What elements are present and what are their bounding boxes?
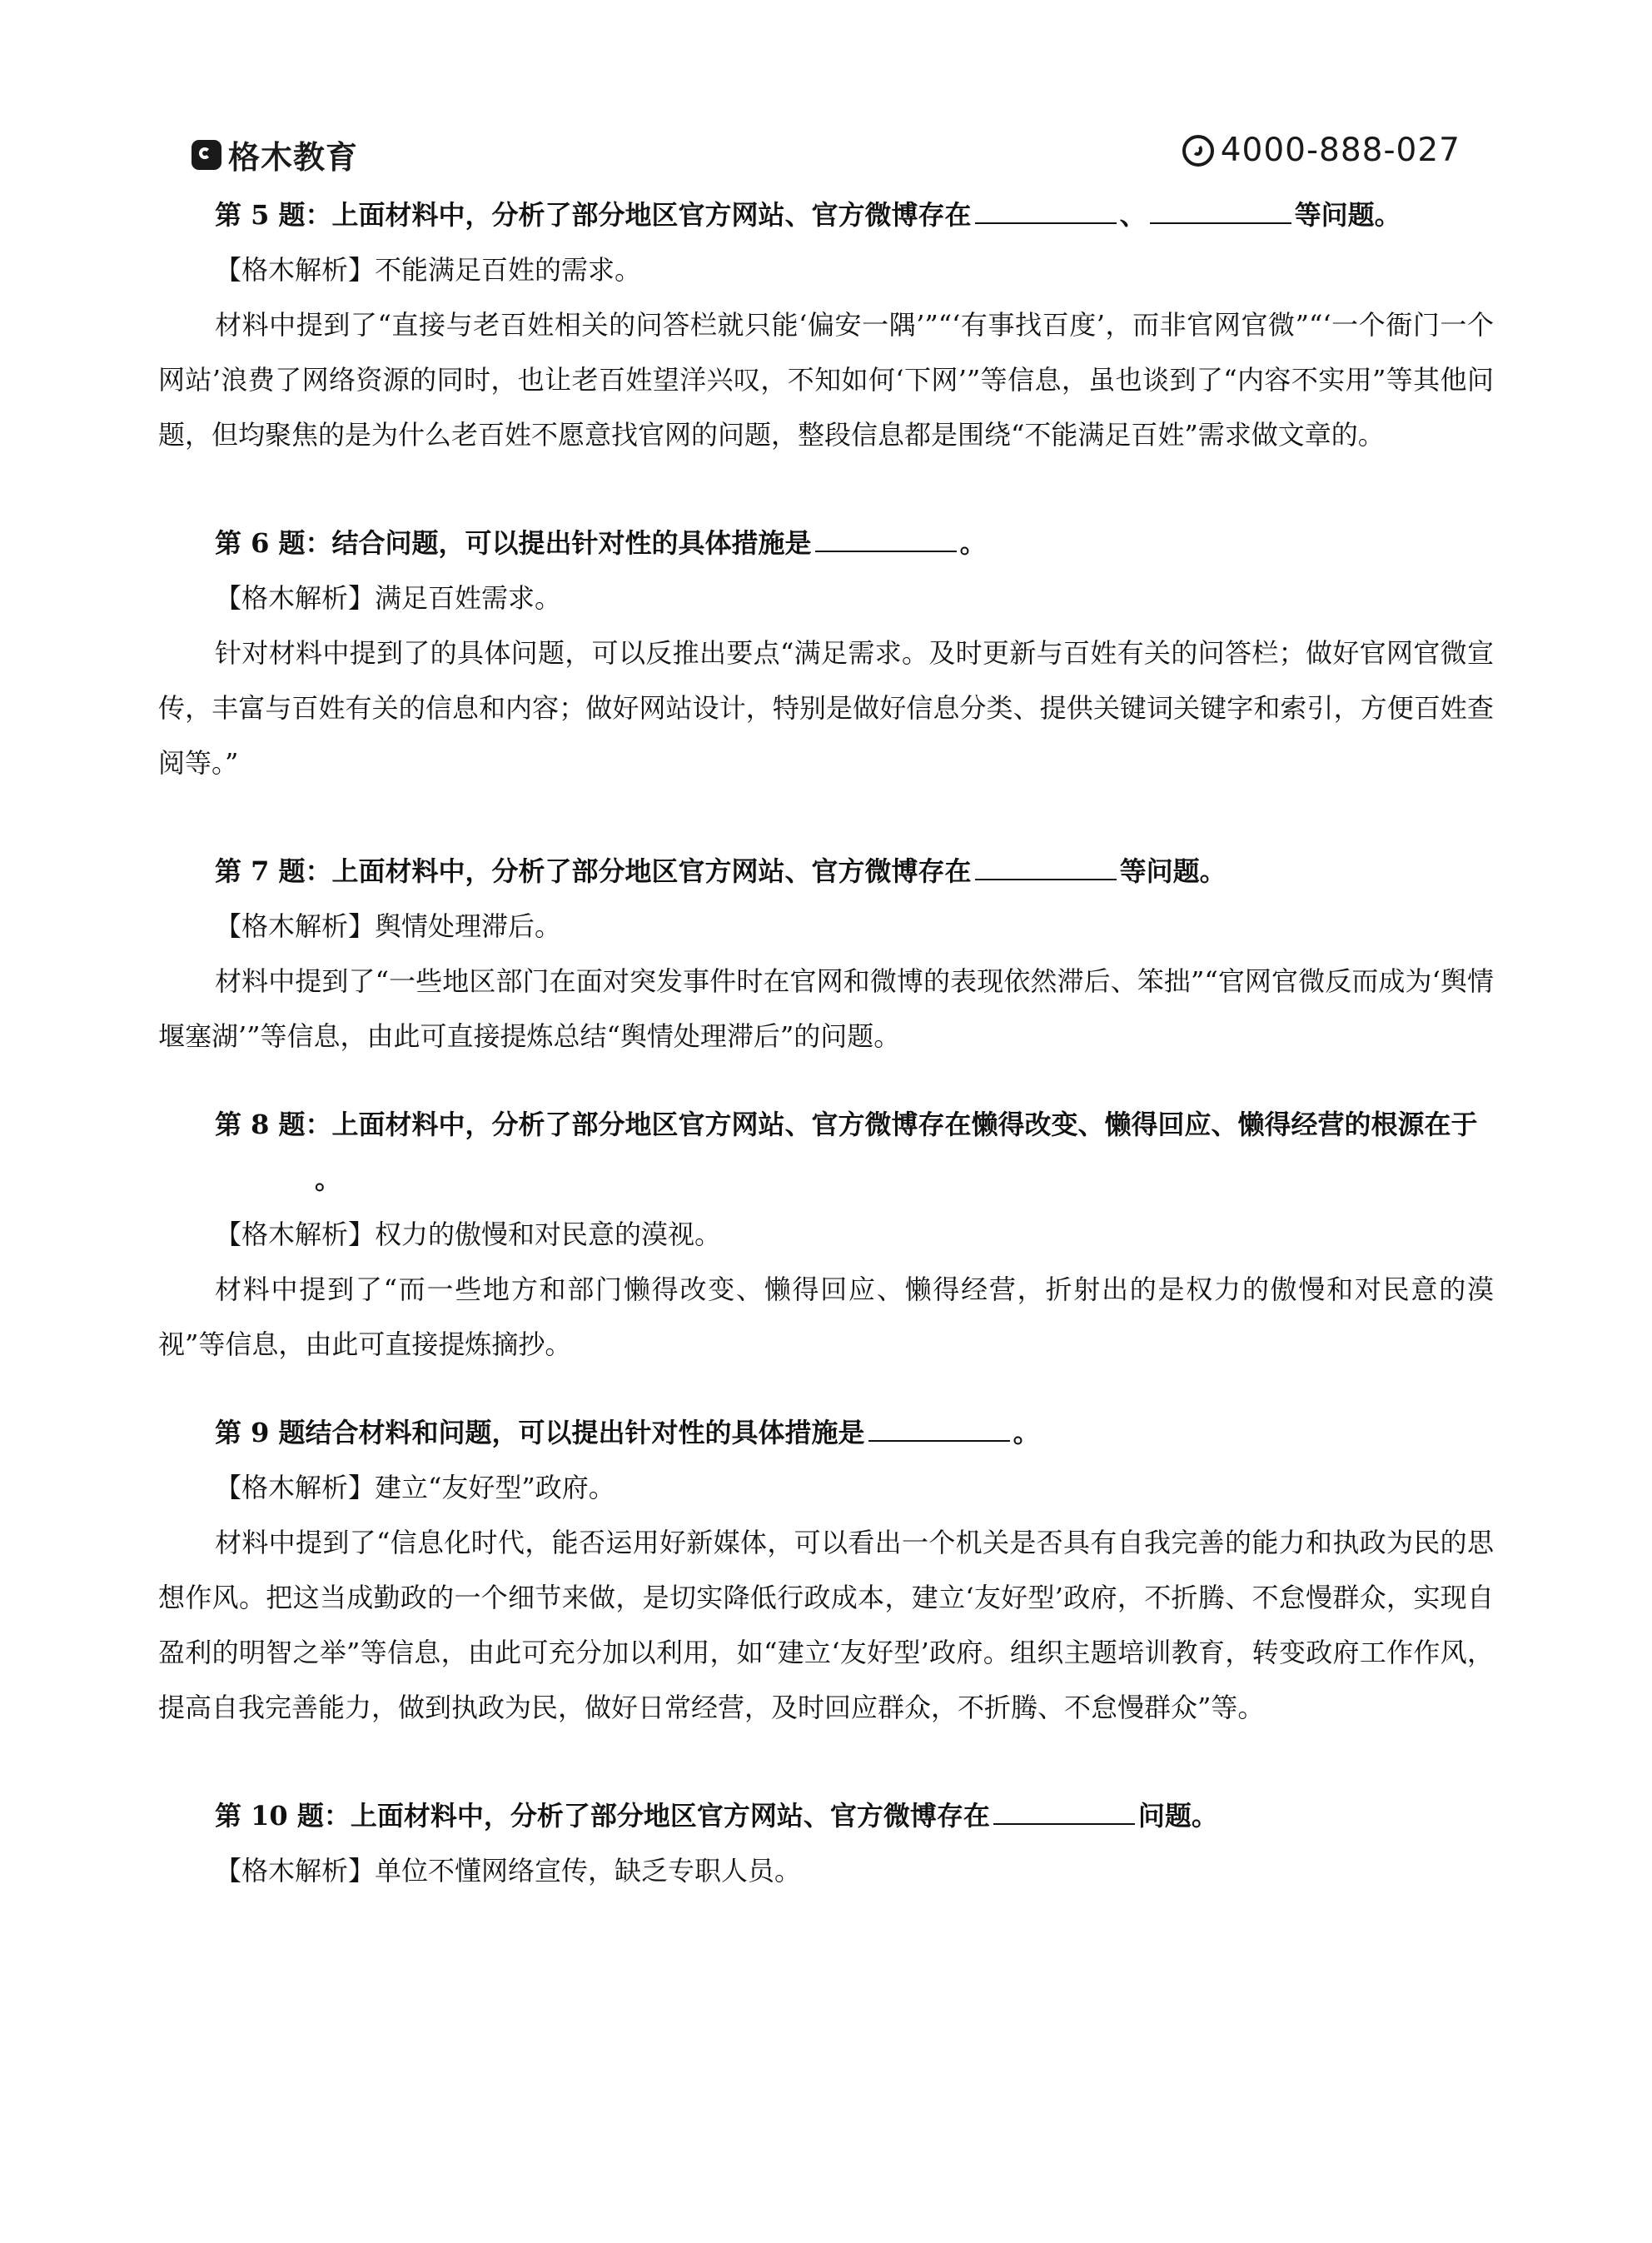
explanation-paragraph: 针对材料中提到了的具体问题，可以反推出要点“满足需求。及时更新与百姓有关的问答栏；做好官网官微宣传，丰富与百姓有关的信息和内容；做好网站设计，特别是做好信息分类、提供关键词关键字和索引，方便百姓查阅等。” — [158, 637, 1494, 779]
question-title: 第 6 题：结合问题，可以提出针对性的具体措施是 。 — [215, 527, 987, 559]
answer-line: 【格木解析】权力的傲慢和对民意的漠视。 — [215, 1219, 722, 1250]
answer-blank — [815, 526, 957, 552]
answer-blank — [868, 1415, 1010, 1442]
question-title: 第 10 题：上面材料中，分析了部分地区官方网站、官方微博存在 问题。 — [215, 1800, 1218, 1832]
question-title: 第 9 题结合材料和问题，可以提出针对性的具体措施是 。 — [215, 1417, 1040, 1448]
answer-line: 【格木解析】建立“友好型”政府。 — [215, 1472, 615, 1503]
page-header — [192, 132, 1460, 178]
document-body — [158, 187, 1494, 1898]
answer-blank — [975, 197, 1117, 224]
phone-icon — [1182, 135, 1214, 167]
answer-line: 【格木解析】不能满足百姓的需求。 — [215, 254, 642, 286]
question-title: 第 5 题：上面材料中，分析了部分地区官方网站、官方微博存在 、 等问题。 — [215, 199, 1401, 231]
question-title: 第 7 题：上面材料中，分析了部分地区官方网站、官方微博存在 等问题。 — [215, 855, 1227, 887]
explanation-paragraph: 材料中提到了“直接与老百姓相关的问答栏就只能‘偏安一隅’”“‘有事找百度’，而非官网官微”“‘一个衙门一个网站’浪费了网络资源的同时，也让老百姓望洋兴叹，不知如何‘下网’”等信息，虽也谈到了“内容不实用”等其他问题，但均聚焦的是为什么老百姓不愿意找官网的问题，整段信息都是围绕“不能满足百姓”需求做文章的。 — [158, 309, 1494, 451]
explanation-paragraph: 材料中提到了“信息化时代，能否运用好新媒体，可以看出一个机关是否具有自我完善的能力和执政为民的思想作风。把这当成勤政的一个细节来做，是切实降低行政成本，建立‘友好型’政府，不折腾、不怠慢群众，实现自盈利的明智之举”等信息，由此可充分加以利用，如“建立‘友好型’政府。组织主题培训教育，转变政府工作作风，提高自我完善能力，做到执政为民，做好日常经营，及时回应群众，不折腾、不怠慢群众”等。 — [158, 1527, 1494, 1723]
answer-blank — [1150, 197, 1291, 224]
question-title: 第 8 题：上面材料中，分析了部分地区官方网站、官方微博存在懒得改变、懒得回应、懒得经营的根源在于。 — [158, 1097, 1494, 1207]
answer-blank — [162, 1164, 311, 1189]
answer-line: 【格木解析】满足百姓需求。 — [215, 582, 562, 614]
question-block-10 — [158, 1788, 1494, 1898]
question-block-9 — [158, 1405, 1494, 1735]
logo-icon — [192, 140, 221, 170]
question-block-5 — [158, 187, 1494, 462]
question-block-8 — [158, 1097, 1494, 1372]
explanation-paragraph: 材料中提到了“一些地区部门在面对突发事件时在官网和微博的表现依然滞后、笨拙”“官网官微反而成为‘舆情堰塞湖’”等信息，由此可直接提炼总结“舆情处理滞后”的问题。 — [158, 965, 1494, 1052]
phone-number: 4000-888-027 — [1220, 132, 1460, 169]
explanation-paragraph: 材料中提到了“而一些地方和部门懒得改变、懒得回应、懒得经营，折射出的是权力的傲慢和对民意的漠视”等信息，由此可直接提炼摘抄。 — [158, 1274, 1494, 1360]
question-block-6 — [158, 516, 1494, 790]
answer-blank — [975, 854, 1117, 880]
logo-text: 格木教育 — [228, 139, 359, 176]
answer-blank — [993, 1798, 1135, 1825]
question-block-7 — [158, 844, 1494, 1064]
answer-line: 【格木解析】单位不懂网络宣传，缺乏专职人员。 — [215, 1855, 802, 1887]
hotline — [1182, 132, 1460, 169]
brand-logo — [192, 132, 358, 177]
answer-line: 【格木解析】舆情处理滞后。 — [215, 910, 562, 942]
